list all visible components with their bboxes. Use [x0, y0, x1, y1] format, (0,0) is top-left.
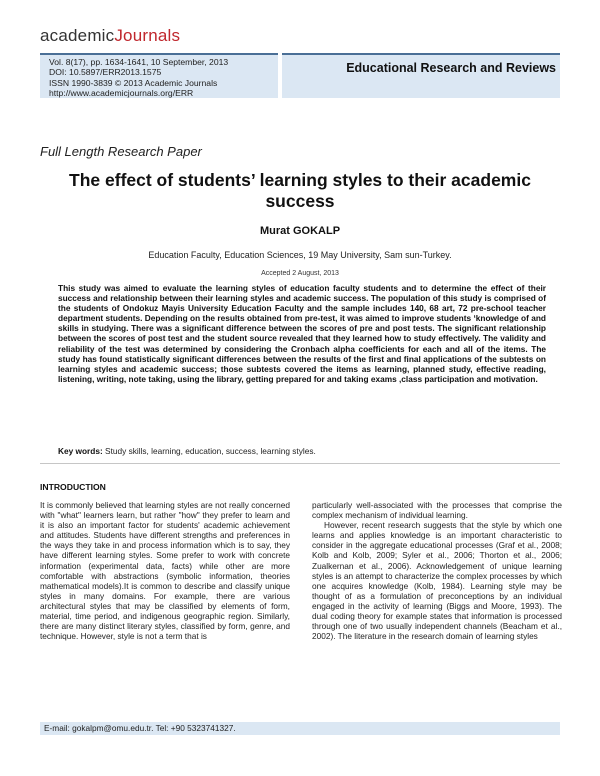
citation-box	[40, 53, 278, 98]
keywords-label: Key words:	[58, 446, 103, 456]
logo-text-journals: Journals	[114, 26, 181, 45]
abstract: This study was aimed to evaluate the learning styles of education faculty students and to determine the effect of their success and relationship between their learning styles and academic success. The population of this study is comprised of the students of Ondokuz Mayis University Education Faculty and the sample includes 140, 68 art, 72 pre-school teacher department students. Depending on the results obtained from pre-test, it was aimed to improve students ‘knowledge of and skills in studying. There was a significant difference between the scores of pre and post tests. The significant relationship between the scores of post test and the student source revealed that they learned how to study effectively. The validity and reliability of the test was determined by considering the Cronbach alpha coefficients for each and all of the items. The study has found statistically significant differences between the results of the first and final applications of the subtests on learning styles and academic success; those subtests covered the items as learning, planned study, effective reading, listening, writing, note taking, using the library, getting prepared for and taking exams ,class participation and motivation.	[58, 283, 546, 384]
keywords-text: Study skills, learning, education, success, learning styles.	[105, 446, 316, 456]
doi-line: DOI: 10.5897/ERR2013.1575	[49, 67, 162, 78]
url-line[interactable]: http://www.academicjournals.org/ERR	[49, 88, 194, 99]
logo-text-academic: academic	[40, 26, 115, 45]
section-divider	[40, 463, 560, 464]
paper-type-label: Full Length Research Paper	[40, 144, 202, 159]
contact-footer: E-mail: gokalpm@omu.edu.tr. Tel: +90 5323741327.	[40, 722, 560, 735]
author-affiliation: Education Faculty, Education Sciences, 19 May University, Sam sun-Turkey.	[148, 250, 452, 260]
publisher-logo	[40, 26, 180, 46]
intro-paragraph-1: It is commonly believed that learning styles are not really concerned with "what" learners learn, but rather "how" they prefer to learn and it is also an important factor for students' academic achievement and attitudes. Students have different strengths and preferences in the ways they take in and process information which is to say, they have different learning styles. Some prefer to work with concrete information (experimental data, facts) while other are more comfortable with abstractions (symbolic information, theories mathematical models).It is common to describe and classify unique styles in many domains. For example, there are various architectural styles that may be classified by elements of form, material, time period, and indigenous geographic region. Similarly, there are many distinct literary styles, classified by form, genre, and technique. However, style is not a term that is	[40, 500, 290, 642]
keywords-line	[58, 446, 546, 456]
issn-line: ISSN 1990-3839 © 2013 Academic Journals	[49, 77, 218, 88]
journal-name: Educational Research and Reviews	[282, 53, 560, 98]
introduction-heading: INTRODUCTION	[40, 482, 106, 492]
intro-paragraph-continued: particularly well-associated with the processes that comprise the complex mechanism of individual learning.	[312, 500, 562, 521]
author-name: Murat GOKALP	[259, 225, 341, 237]
accepted-date: Accepted 2 August, 2013	[261, 270, 339, 277]
intro-paragraph-2: However, recent research suggests that the style by which one learns and applies knowledge is an important characteristic to consider in the aggregate educational processes (Graf et al., 2008; Kolb and Kolb, 2009; Syler et al., 2006; Thorton et al., 2006; Zualkernan et al., 2006). Acknowledgement of unique learning styles is an attempt to characterize the complex processes by which one acquires knowledge (Kolb, 1984). Learning style may be thought of as a formulation of preconceptions by an individual engaged in the activity of learning (Biggs and Moore, 1993). The dual coding theory for example states that information is processed through one of two usually independent channels (Beacham et al., 2002). The literature in the research domain of learning styles	[312, 520, 562, 642]
right-column	[312, 500, 562, 641]
paper-title: The effect of students’ learning styles to their academic success	[69, 170, 531, 211]
volume-line: Vol. 8(17), pp. 1634-1641, 10 September, 2013	[49, 57, 229, 67]
left-column	[40, 500, 290, 641]
